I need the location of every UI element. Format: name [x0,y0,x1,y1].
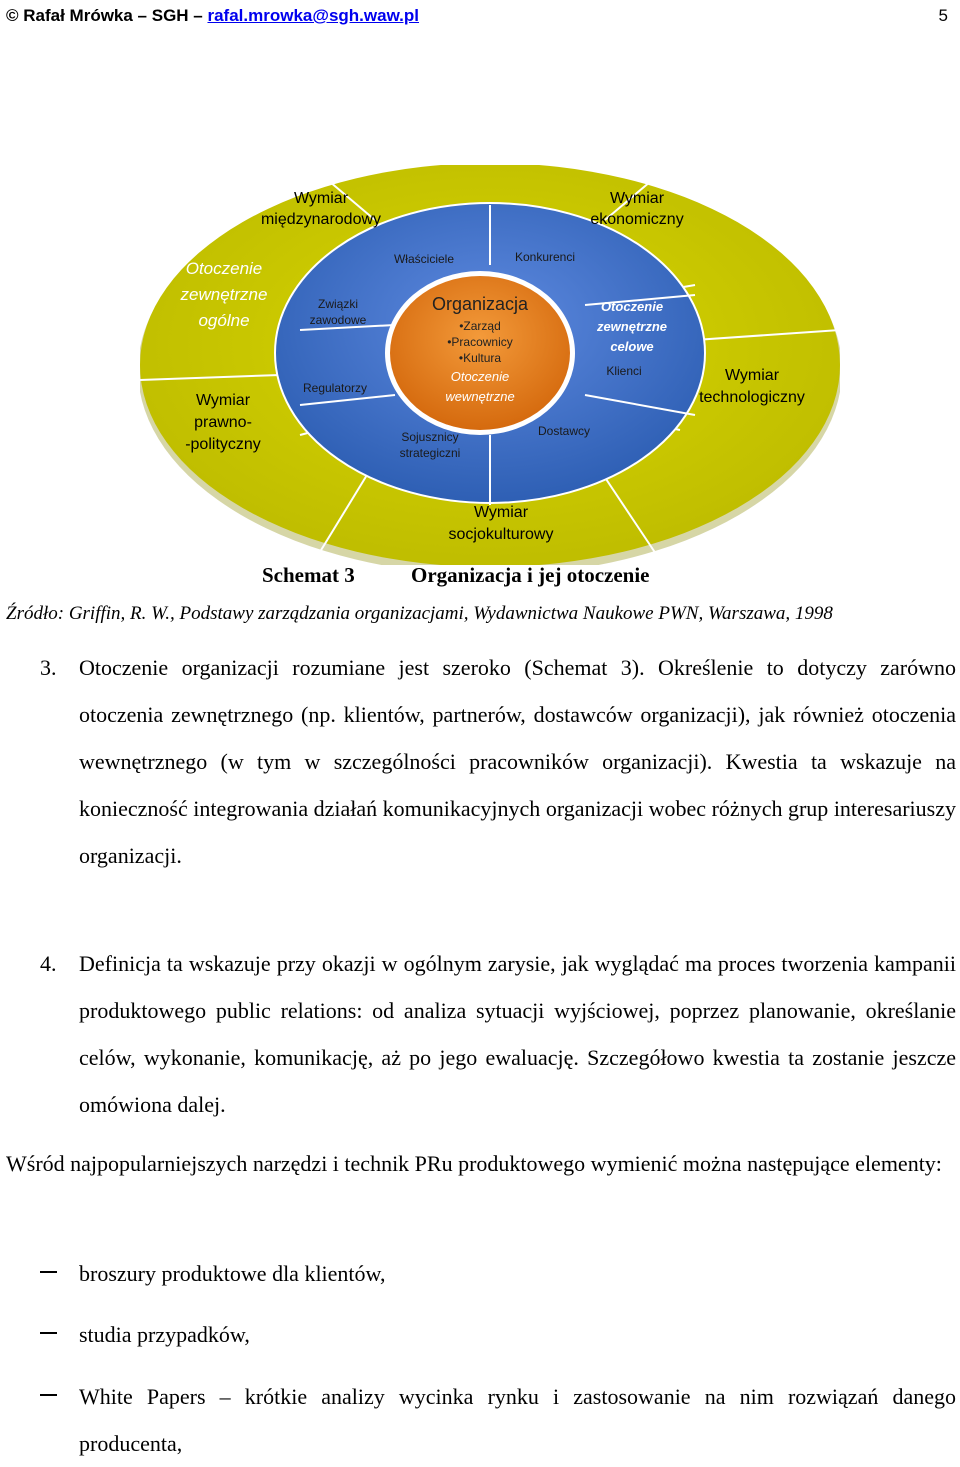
inner-item-employees: •Pracownicy [447,335,513,349]
email-link[interactable]: rafal.mrowka@sgh.waw.pl [207,6,419,25]
header-author [6,6,419,26]
label-internal-env: Otoczenie wewnętrzne [445,369,515,404]
dash-bullet [40,1271,57,1273]
inner-item-board: •Zarząd [459,319,501,333]
label-competitors: Konkurenci [514,250,576,264]
label-clients: Klienci [606,364,642,378]
paragraph-3: Otoczenie organizacji rozumiane jest szeroko (Schemat 3). Określenie to dotyczy zarówno otoczenia zewnętrznego (np. klientów, partnerów, dostawców organizacji), jak również otoczenia wewnętrznego (w tym w szczególności pracowników organizacji). Kwestia ta wskazuje na konieczność integrowania działań komunikacyjnych organizacji wobec różnych grup interesariuszy organizacji. [79,655,956,868]
label-organization: Organizacja [431,294,529,314]
caption-title: Organizacja i jej otoczenie [411,563,650,587]
label-economic: Wymiar ekonomiczny [590,190,684,228]
label-regulators: Regulatorzy [302,381,368,395]
page-number: 5 [938,6,948,25]
label-suppliers: Dostawcy [537,424,591,438]
p3-marker: 3. [40,655,57,680]
diagram-svg [140,165,840,565]
inner-item-culture: •Kultura [458,351,502,365]
label-task-env: Otoczenie zewnętrzne celowe [596,299,668,354]
dash-bullet [40,1394,57,1396]
page-header [6,6,948,30]
caption-number: Schemat 3 [262,563,355,587]
list-item-text: studia przypadków, [79,1322,250,1347]
label-sociocultural: Wymiar socjokulturowy [448,504,554,543]
paragraph-tools-intro: Wśród najpopularniejszych narzędzi i technik PRu produktowego wymienić można następujące elementy: [6,1151,942,1176]
figure-source: Źródło: Griffin, R. W., Podstawy zarządzania organizacjami, Wydawnictwa Naukowe PWN, Warszawa, 1998 [6,603,833,624]
environment-diagram [140,165,840,565]
label-legal: Wymiar prawno--polityczny [185,392,261,453]
label-international: Wymiar międzynarodowy [260,190,382,228]
list-item-text: broszury produktowe dla klientów, [79,1261,386,1286]
list-item-text: White Papers – krótkie analizy wycinka rynku i zastosowanie na nim rozwiązań danego producenta, [79,1384,956,1456]
dash-bullet [40,1332,57,1334]
p4-marker: 4. [40,951,57,976]
label-technological: Wymiar technologiczny [699,367,805,406]
author-text: © Rafał Mrówka – SGH – [6,6,208,25]
label-allies: Sojusznicy strategiczni [399,430,461,460]
label-owners: Właściciele [393,252,455,266]
label-general-env: Otoczenie zewnętrzne ogólne [180,259,268,330]
label-unions: Związki zawodowe [309,297,367,327]
paragraph-4: Definicja ta wskazuje przy okazji w ogólnym zarysie, jak wyglądać ma proces tworzenia kampanii produktowego public relations: od analiza sytuacji wyjściowej, poprzez planowanie, określanie celów, wykonanie, komunikację, aż po jego ewaluację. Szczegółowo kwestia ta zostanie jeszcze omówiona dalej. [79,951,956,1117]
